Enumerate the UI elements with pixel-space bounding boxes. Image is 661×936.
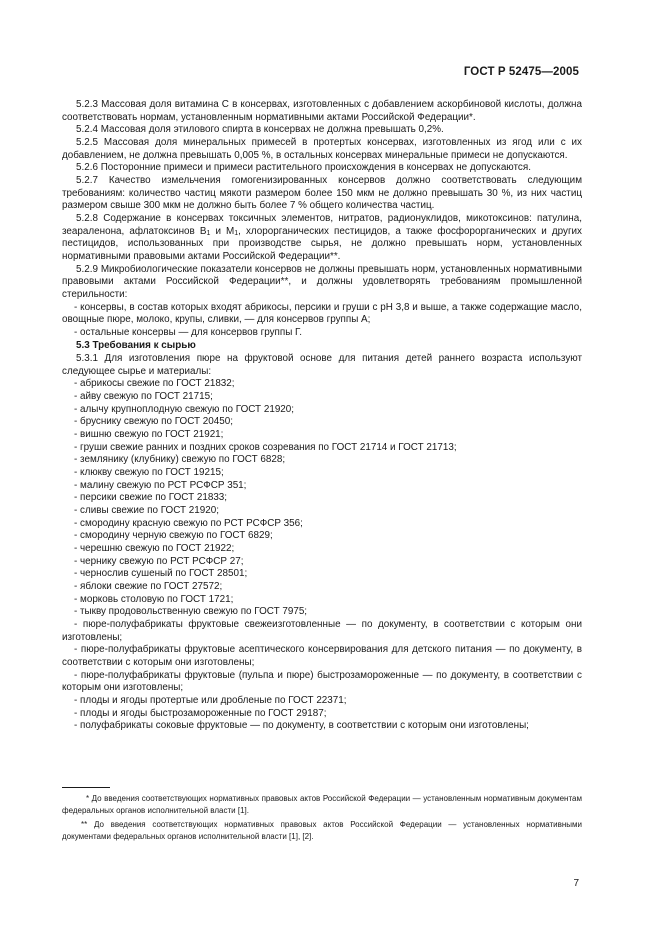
list-item: - вишню свежую по ГОСТ 21921; bbox=[74, 429, 224, 441]
list-item: - чернослив сушеный по ГОСТ 28501; bbox=[74, 568, 248, 580]
list-item: - яблоки свежие по ГОСТ 27572; bbox=[74, 580, 223, 592]
list-item: - плоды и ягоды протертые или дробленые по ГОСТ 22371; bbox=[74, 694, 347, 706]
paragraph-5-2-7: 5.2.7 Качество измельчения гомогенизированных консервов должно соответствовать следующим требованиям: количество частиц мякоти размером более 150 мкм не должно превышать 30 %, из них частиц размером свыше 300 мкм не должно быть более 7 % общего количества частиц. bbox=[62, 174, 582, 212]
list-item: - сливы свежие по ГОСТ 21920; bbox=[74, 505, 219, 516]
list-item: - морковь столовую по ГОСТ 1721; bbox=[74, 593, 234, 605]
list-item: - груши свежие ранних и поздних сроков созревания по ГОСТ 21714 и ГОСТ 21713; bbox=[74, 441, 457, 453]
page-number: 7 bbox=[573, 878, 579, 889]
list-item: - полуфабрикаты соковые фруктовые — по документу, в соответствии с которым они изготовлены; bbox=[74, 720, 529, 732]
paragraph-5-2-8 bbox=[62, 213, 582, 264]
paragraph-5-2-6: 5.2.6 Посторонние примеси и примеси растительного происхождения в консервах не допускаются. bbox=[76, 162, 531, 174]
list-item: - черешню свежую по ГОСТ 21922; bbox=[74, 542, 235, 554]
list-item: - пюре-полуфабрикаты фруктовые асептического консервирования для детского питания — по документу, в соответствии с которым они изготовлены; bbox=[62, 644, 582, 668]
paragraph-5-2-5: 5.2.5 Массовая доля минеральных примесей в протертых консервах, изготовленных из ягод или с их добавлением, не должна превышать 0,005 %, в остальных консервах минеральные примеси не допускаются. bbox=[62, 136, 582, 161]
paragraph-5-2-3: 5.2.3 Массовая доля витамина С в консервах, изготовленных с добавлением аскорбиновой кислоты, должна соответствовать нормам, установленным нормативными актами Российской Федерации*. bbox=[62, 99, 582, 123]
paragraph-5-2-8-part-c: , хлорорганических пестицидов, а также фосфорорганических и других пестицидов, использованных при производстве сырья, не должно превышать норм, установленных нормативными правовыми актами Российской Федерации**. bbox=[62, 225, 582, 262]
list-item: - бруснику свежую по ГОСТ 20450; bbox=[74, 416, 234, 428]
document-body bbox=[62, 99, 582, 733]
paragraph-5-2-8-part-b: и M bbox=[210, 225, 235, 237]
paragraph-5-2-8-part-a: 5.2.8 Содержание в консервах токсичных элементов, нитратов, радионуклидов, микотоксинов: патулина, зеараленона, афлатоксинов B bbox=[62, 212, 582, 237]
list-item: - малину свежую по РСТ РСФСР 351; bbox=[74, 479, 247, 491]
list-item: - тыкву продовольственную свежую по ГОСТ 7975; bbox=[74, 606, 308, 618]
list-item-group-a: - консервы, в состав которых входят абрикосы, персики и груши с pH 3,8 и выше, а также содержащие масло, овощные пюре, молоко, крупы, сливки, — для консервов группы А; bbox=[62, 301, 582, 326]
footnote-2: ** До введения соответствующих нормативных правовых актов Российской Федерации — установленных нормативными документами федеральных органов исполнительной власти [1], [2]. bbox=[62, 820, 582, 841]
list-item: - пюре-полуфабрикаты фруктовые свежеизготовленные — по документу, в соответствии с которым они изготовлены; bbox=[62, 618, 582, 643]
list-item: - смородину черную свежую по ГОСТ 6829; bbox=[74, 530, 273, 542]
list-item: - смородину красную свежую по РСТ РСФСР 356; bbox=[74, 517, 303, 529]
list-item: - пюре-полуфабрикаты фруктовые (пульпа и пюре) быстрозамороженные — по документу, в соответствии с которым они изготовлены; bbox=[62, 669, 582, 694]
paragraph-5-3-1: 5.3.1 Для изготовления пюре на фруктовой основе для питания детей раннего возраста используют следующее сырье и материалы: bbox=[62, 353, 582, 377]
subscript: 1 bbox=[234, 229, 239, 237]
footnote-separator bbox=[62, 787, 110, 788]
list-item-group-g: - остальные консервы — для консервов группы Г. bbox=[74, 326, 302, 338]
list-item: - абрикосы свежие по ГОСТ 21832; bbox=[74, 378, 235, 390]
paragraph-5-2-4: 5.2.4 Массовая доля этилового спирта в консервах не должна превышать 0,2%. bbox=[76, 124, 444, 136]
list-item: - чернику свежую по РСТ РСФСР 27; bbox=[74, 555, 244, 567]
list-item: - плоды и ягоды быстрозамороженные по ГОСТ 29187; bbox=[74, 707, 327, 719]
list-item: - клюкву свежую по ГОСТ 19215; bbox=[74, 467, 224, 479]
paragraph-5-2-9: 5.2.9 Микробиологические показатели консервов не должны превышать норм, установленных нормативными правовыми актами Российской Федерации**, и должны удовлетворять требованиям промышленной стерильности: bbox=[62, 263, 582, 300]
list-item: - айву свежую по ГОСТ 21715; bbox=[74, 391, 213, 403]
footnote-1: * До введения соответствующих нормативных правовых актов Российской Федерации — установленным нормативным документам федеральных органов исполнительной власти [1]. bbox=[62, 794, 582, 815]
subscript: 1 bbox=[206, 229, 211, 237]
list-item: - землянику (клубнику) свежую по ГОСТ 6828; bbox=[74, 454, 286, 466]
section-heading-5-3: 5.3 Требования к сырью bbox=[76, 340, 196, 352]
raw-materials-list bbox=[62, 378, 582, 732]
document-header: ГОСТ Р 52475—2005 bbox=[463, 66, 579, 78]
list-item: - персики свежие по ГОСТ 21833; bbox=[74, 492, 228, 504]
list-item: - алычу крупноплодную свежую по ГОСТ 21920; bbox=[74, 403, 295, 415]
footnotes bbox=[62, 793, 582, 842]
